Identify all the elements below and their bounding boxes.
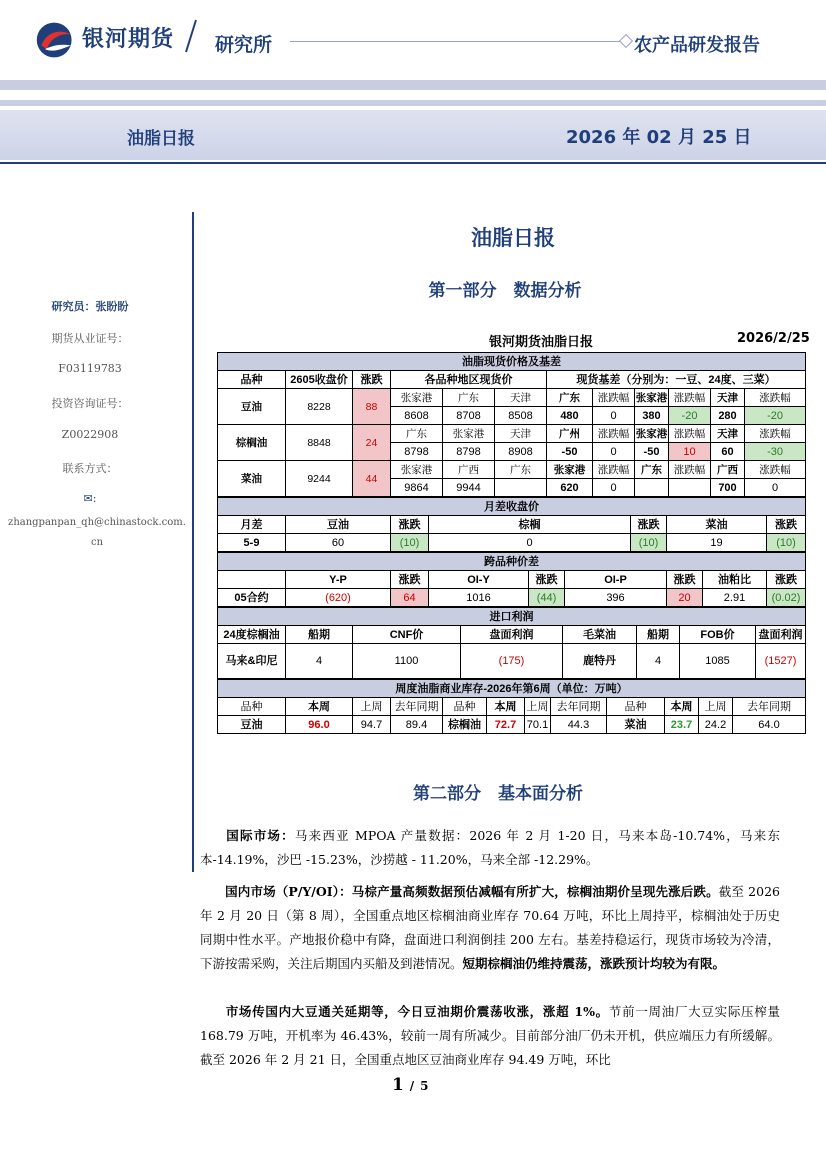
basis-header: 张家港 [547, 461, 593, 479]
col-header: 各品种地区现货价 [391, 371, 547, 389]
table-title: 银河期货油脂日报 [489, 335, 594, 350]
col-header: 棕榈 [429, 516, 631, 534]
table-cell: 棕榈油 [443, 716, 487, 734]
mail-icon: ✉: [83, 492, 97, 505]
basis-value [635, 479, 669, 497]
table-cell: 1085 [680, 644, 756, 679]
report-type: 农产品研发报告 [634, 35, 760, 56]
table-cell: 4 [286, 644, 353, 679]
region-price: 8708 [443, 407, 495, 425]
page-separator: / [409, 1079, 415, 1093]
col-header: 现货基差（分别为：一豆、24度、三菜） [547, 371, 806, 389]
table-cell: 70.1 [525, 716, 551, 734]
main-title: 油脂日报 [471, 226, 555, 250]
col-header: 毛菜油 [563, 626, 637, 644]
region: 广东 [443, 389, 495, 407]
page-number [392, 1075, 428, 1095]
license-value: F03119783 [58, 362, 122, 375]
basis-header: 涨跌幅 [745, 389, 806, 407]
region-price: 9864 [391, 479, 443, 497]
col-header: 涨跌 [529, 571, 565, 589]
table-date: 2026/2/25 [737, 331, 810, 346]
basis-header: 涨跌幅 [745, 461, 806, 479]
paragraph-soyoil [200, 1000, 780, 1072]
sidebar-divider [192, 212, 194, 872]
col-header: 本周 [487, 698, 525, 716]
basis-header: 天津 [711, 389, 745, 407]
region: 广东 [391, 425, 443, 443]
table-cell: 1100 [353, 644, 461, 679]
basis-change: 0 [593, 407, 635, 425]
table-cell: 64 [391, 589, 429, 607]
data-table [217, 352, 806, 734]
col-header: 涨跌 [631, 516, 667, 534]
table-cell: (1527) [756, 644, 806, 679]
basis-value: -50 [547, 443, 593, 461]
table-cell: (44) [529, 589, 565, 607]
basis-header: 广州 [547, 425, 593, 443]
invest-license-label: 投资咨询证号： [51, 397, 129, 410]
col-header: 本周 [286, 698, 353, 716]
region-price: 9944 [443, 479, 495, 497]
variety-name: 菜油 [218, 461, 286, 497]
basis-change: -30 [745, 443, 806, 461]
region: 广东 [495, 461, 547, 479]
basis-header: 涨跌幅 [669, 461, 711, 479]
close-price: 8228 [286, 389, 353, 425]
paragraph-conclusion: 短期棕榈油仍维持震荡，涨跌预计均较为有限。 [462, 956, 726, 971]
col-header: 品种 [443, 698, 487, 716]
col-header: 品种 [218, 371, 286, 389]
license-label: 期货从业证号： [51, 332, 129, 345]
basis-header: 张家港 [635, 425, 669, 443]
table-cell: (0.02) [767, 589, 806, 607]
col-header: OI-P [565, 571, 667, 589]
paragraph-lead: 国内市场（P/Y/OI）：马棕产量高频数据预估减幅有所扩大，棕榈油期价呈现先涨后跌。 [225, 884, 719, 899]
col-header: 本周 [665, 698, 699, 716]
region-price: 8798 [391, 443, 443, 461]
col-header: 去年同期 [733, 698, 806, 716]
diamond-icon [619, 34, 633, 48]
region-price [495, 479, 547, 497]
table-cell: 60 [286, 534, 391, 552]
variety-name: 豆油 [218, 389, 286, 425]
basis-value: 380 [635, 407, 669, 425]
company-logo [34, 18, 78, 62]
contact-label: 联系方式： [62, 462, 118, 475]
paragraph-body: 马来西亚 MPOA 产量数据：2026 年 2 月 1-20 日，马来本岛-10.74%，马来东本-14.19%，沙巴 -15.23%，沙捞越 - 11.20%，马来全部 -12.29%。 [200, 828, 780, 867]
basis-value: 280 [711, 407, 745, 425]
table-cell: (10) [391, 534, 429, 552]
basis-change: 0 [593, 479, 635, 497]
col-header: CNF价 [353, 626, 461, 644]
researcher-name: 研究员：张盼盼 [51, 300, 129, 313]
basis-value: 700 [711, 479, 745, 497]
email-link[interactable]: zhangpanpan_qh@chinastock.com.cn [8, 517, 186, 548]
basis-header: 张家港 [635, 389, 669, 407]
basis-change: -20 [745, 407, 806, 425]
table-cell: (10) [767, 534, 806, 552]
col-header: 涨跌 [767, 571, 806, 589]
table-cell: 44.3 [551, 716, 607, 734]
table-cell: 89.4 [391, 716, 443, 734]
basis-value: -50 [635, 443, 669, 461]
basis-header: 涨跌幅 [669, 425, 711, 443]
section-heading-fundamental: 第二部分 基本面分析 [413, 784, 583, 804]
table-cell: (10) [631, 534, 667, 552]
paragraph-body: 截至 2026 年 2 月 20 日（第 8 周），全国重点地区棕榈油商业库存 70.64 万吨，环比上周持平，棕榈油处于历史同期中性水平。产地报价稳中有降，盘面进口利润倒挂 200 左右。基差持稳运行，现货市场较为冷清，下游按需采购，关注后期国内买船及到港情况。 [200, 884, 780, 971]
region: 天津 [495, 389, 547, 407]
brand-name: 银河期货 [82, 27, 175, 52]
table-cell: 豆油 [218, 716, 286, 734]
basis-change [669, 479, 711, 497]
col-header: 上周 [699, 698, 733, 716]
col-header: 涨跌 [391, 571, 429, 589]
basis-header: 天津 [711, 425, 745, 443]
table-cell: 23.7 [665, 716, 699, 734]
basis-value: 60 [711, 443, 745, 461]
month-spread-table [217, 497, 806, 552]
region: 张家港 [443, 425, 495, 443]
region: 张家港 [391, 389, 443, 407]
paragraph-lead: 国际市场： [225, 828, 295, 843]
import-profit-table [217, 607, 806, 679]
basis-change: 10 [669, 443, 711, 461]
table-cell: 马来&印尼 [218, 644, 286, 679]
slash-divider [184, 18, 198, 54]
table-cell: 鹿特丹 [563, 644, 637, 679]
col-header: 24度棕榈油 [218, 626, 286, 644]
col-header: Y-P [286, 571, 391, 589]
close-price: 8848 [286, 425, 353, 461]
col-header: 盘面利润 [756, 626, 806, 644]
basis-value: 620 [547, 479, 593, 497]
section-header: 月差收盘价 [218, 498, 806, 516]
col-header: 豆油 [286, 516, 391, 534]
header-rule [290, 41, 620, 42]
region: 天津 [495, 425, 547, 443]
basis-header: 涨跌幅 [593, 461, 635, 479]
col-header: 上周 [525, 698, 551, 716]
basis-header: 广东 [547, 389, 593, 407]
table-cell: 0 [429, 534, 631, 552]
table-cell: 20 [667, 589, 703, 607]
basis-header: 涨跌幅 [669, 389, 711, 407]
table-cell: 64.0 [733, 716, 806, 734]
change-value: 24 [353, 425, 391, 461]
col-header: 涨跌 [391, 516, 429, 534]
paragraph-body: 节前一周油厂大豆实际压榨量 168.79 万吨，开机率为 46.43%，较前一周有所减少。目前部分油厂仍未开机，供应端压力有所缓解。截至 2026 年 2 月 21 日，全国重点地区豆油商业库存 94.49 万吨，环比 [200, 1004, 780, 1067]
spot-price-table [217, 352, 806, 497]
col-header: FOB价 [680, 626, 756, 644]
report-title: 油脂日报 [127, 129, 195, 149]
table-cell: 1016 [429, 589, 529, 607]
invest-license-value: Z0022908 [61, 428, 119, 441]
basis-header: 涨跌幅 [593, 425, 635, 443]
table-cell: (175) [461, 644, 563, 679]
table-cell: 94.7 [353, 716, 391, 734]
col-header: 品种 [607, 698, 665, 716]
table-cell: 19 [667, 534, 767, 552]
table-cell: (620) [286, 589, 391, 607]
institute-name: 研究所 [215, 34, 273, 56]
col-header: 船期 [637, 626, 680, 644]
cross-spread-table [217, 552, 806, 607]
section-header: 周度油脂商业库存-2026年第6周（单位：万吨） [218, 680, 806, 698]
col-header: 船期 [286, 626, 353, 644]
variety-name: 棕榈油 [218, 425, 286, 461]
col-header: 盘面利润 [461, 626, 563, 644]
col-header: 菜油 [667, 516, 767, 534]
inventory-table [217, 679, 806, 734]
paragraph-international [200, 824, 780, 872]
close-price: 9244 [286, 461, 353, 497]
current-page: 1 [392, 1075, 404, 1095]
col-header: 品种 [218, 698, 286, 716]
region: 广西 [443, 461, 495, 479]
section-header: 油脂现货价格及基差 [218, 353, 806, 371]
region-price: 8798 [443, 443, 495, 461]
col-header: 油粕比 [703, 571, 767, 589]
table-cell: 72.7 [487, 716, 525, 734]
table-cell: 4 [637, 644, 680, 679]
region-price: 8908 [495, 443, 547, 461]
region-price: 8608 [391, 407, 443, 425]
col-header: 上周 [353, 698, 391, 716]
change-value: 88 [353, 389, 391, 425]
region: 张家港 [391, 461, 443, 479]
change-value: 44 [353, 461, 391, 497]
section-heading-data: 第一部分 数据分析 [428, 281, 582, 301]
paragraph-lead: 市场传国内大豆通关延期等，今日豆油期价震荡收涨，涨超 1%。 [225, 1004, 609, 1019]
table-cell: 396 [565, 589, 667, 607]
band-rule [0, 162, 826, 164]
basis-header: 广西 [711, 461, 745, 479]
col-header: 涨跌 [767, 516, 806, 534]
table-cell: 24.2 [699, 716, 733, 734]
region-price: 8508 [495, 407, 547, 425]
table-cell: 5-9 [218, 534, 286, 552]
basis-change: -20 [669, 407, 711, 425]
basis-value: 480 [547, 407, 593, 425]
col-header: 去年同期 [551, 698, 607, 716]
basis-change: 0 [745, 479, 806, 497]
table-cell: 05合约 [218, 589, 286, 607]
basis-header: 涨跌幅 [745, 425, 806, 443]
col-header: 涨跌 [353, 371, 391, 389]
col-header [218, 571, 286, 589]
table-cell: 2.91 [703, 589, 767, 607]
col-header: OI-Y [429, 571, 529, 589]
basis-header: 涨跌幅 [593, 389, 635, 407]
col-header: 涨跌 [667, 571, 703, 589]
section-header: 进口利润 [218, 608, 806, 626]
col-header: 月差 [218, 516, 286, 534]
section-header: 跨品种价差 [218, 553, 806, 571]
report-date: 2026 年 02 月 25 日 [566, 127, 752, 148]
table-cell: 菜油 [607, 716, 665, 734]
paragraph-domestic [200, 880, 780, 976]
header-stripe [0, 80, 826, 90]
basis-change: 0 [593, 443, 635, 461]
total-pages: 5 [420, 1079, 429, 1093]
header-stripe [0, 100, 826, 106]
col-header: 去年同期 [391, 698, 443, 716]
basis-header: 广东 [635, 461, 669, 479]
col-header: 2605收盘价 [286, 371, 353, 389]
table-cell: 96.0 [286, 716, 353, 734]
